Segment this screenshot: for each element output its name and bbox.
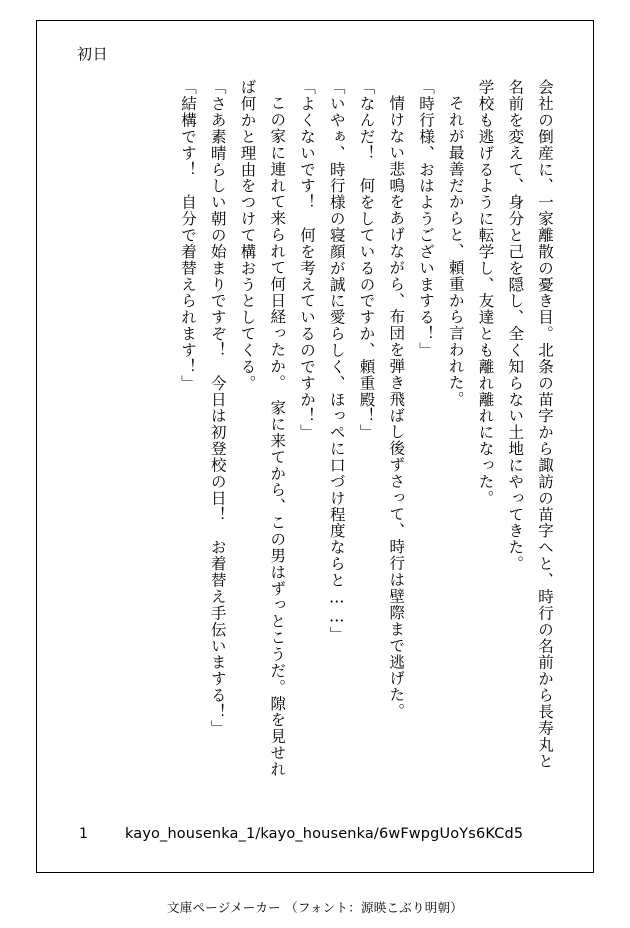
body-paragraph: 「よくないです！ 何を考えているのですか！」 [298, 79, 316, 441]
body-paragraph: 「結構です！ 自分で着替えられます！」 [179, 79, 197, 392]
body-paragraph: 情けない悲鳴をあげながら、布団を弾き飛ばし後ずさって、時行は壁際まで逃げた。 [387, 94, 406, 719]
vertical-text-body [89, 79, 559, 779]
body-paragraph: 学校も逃げるように転学し、友達とも離れ離れになった。 [476, 79, 495, 507]
page-number: 1 [79, 826, 88, 842]
body-paragraph: 「いやぁ、時行様の寝顔が誠に愛らしく、ほっぺに口づけ程度ならと……」 [327, 79, 346, 643]
body-paragraph: 「なんだ！ 何をしているのですか、頼重殿！」 [357, 79, 376, 441]
body-paragraph: 「さあ素晴らしい朝の始まりですぞ！ 今日は初登校の日！ お着替え手伝いまする！」 [208, 79, 227, 737]
page-content [37, 21, 593, 872]
page-footer [37, 826, 593, 842]
generator-credit: 文庫ページメーカー （フォント：源暎こぶり明朝） [167, 900, 463, 915]
page-frame [36, 20, 594, 873]
body-paragraph: 会社の倒産に、一家離散の憂き目。北条の苗字から諏訪の苗字へと、時行の名前から長寿丸と名前を変えて、身分と己を隠し、全く知らない土地にやってきた。 [506, 79, 554, 770]
body-paragraph: この家に連れて来られて何日経ったか。 家に来てから、この男はずっとこうだ。隙を見せれば何かと理由をつけて構おうとしてくる。 [238, 79, 287, 777]
body-paragraph: それが最善だからと、頼重から言われた。 [446, 94, 465, 407]
page-identifier: kayo_housenka_1/kayo_housenka/6wFwpgUoYs6KCd5 [125, 826, 524, 842]
page-title: 初日 [77, 45, 109, 63]
body-paragraph: 「時行様、おはようございまする！」 [417, 79, 435, 359]
